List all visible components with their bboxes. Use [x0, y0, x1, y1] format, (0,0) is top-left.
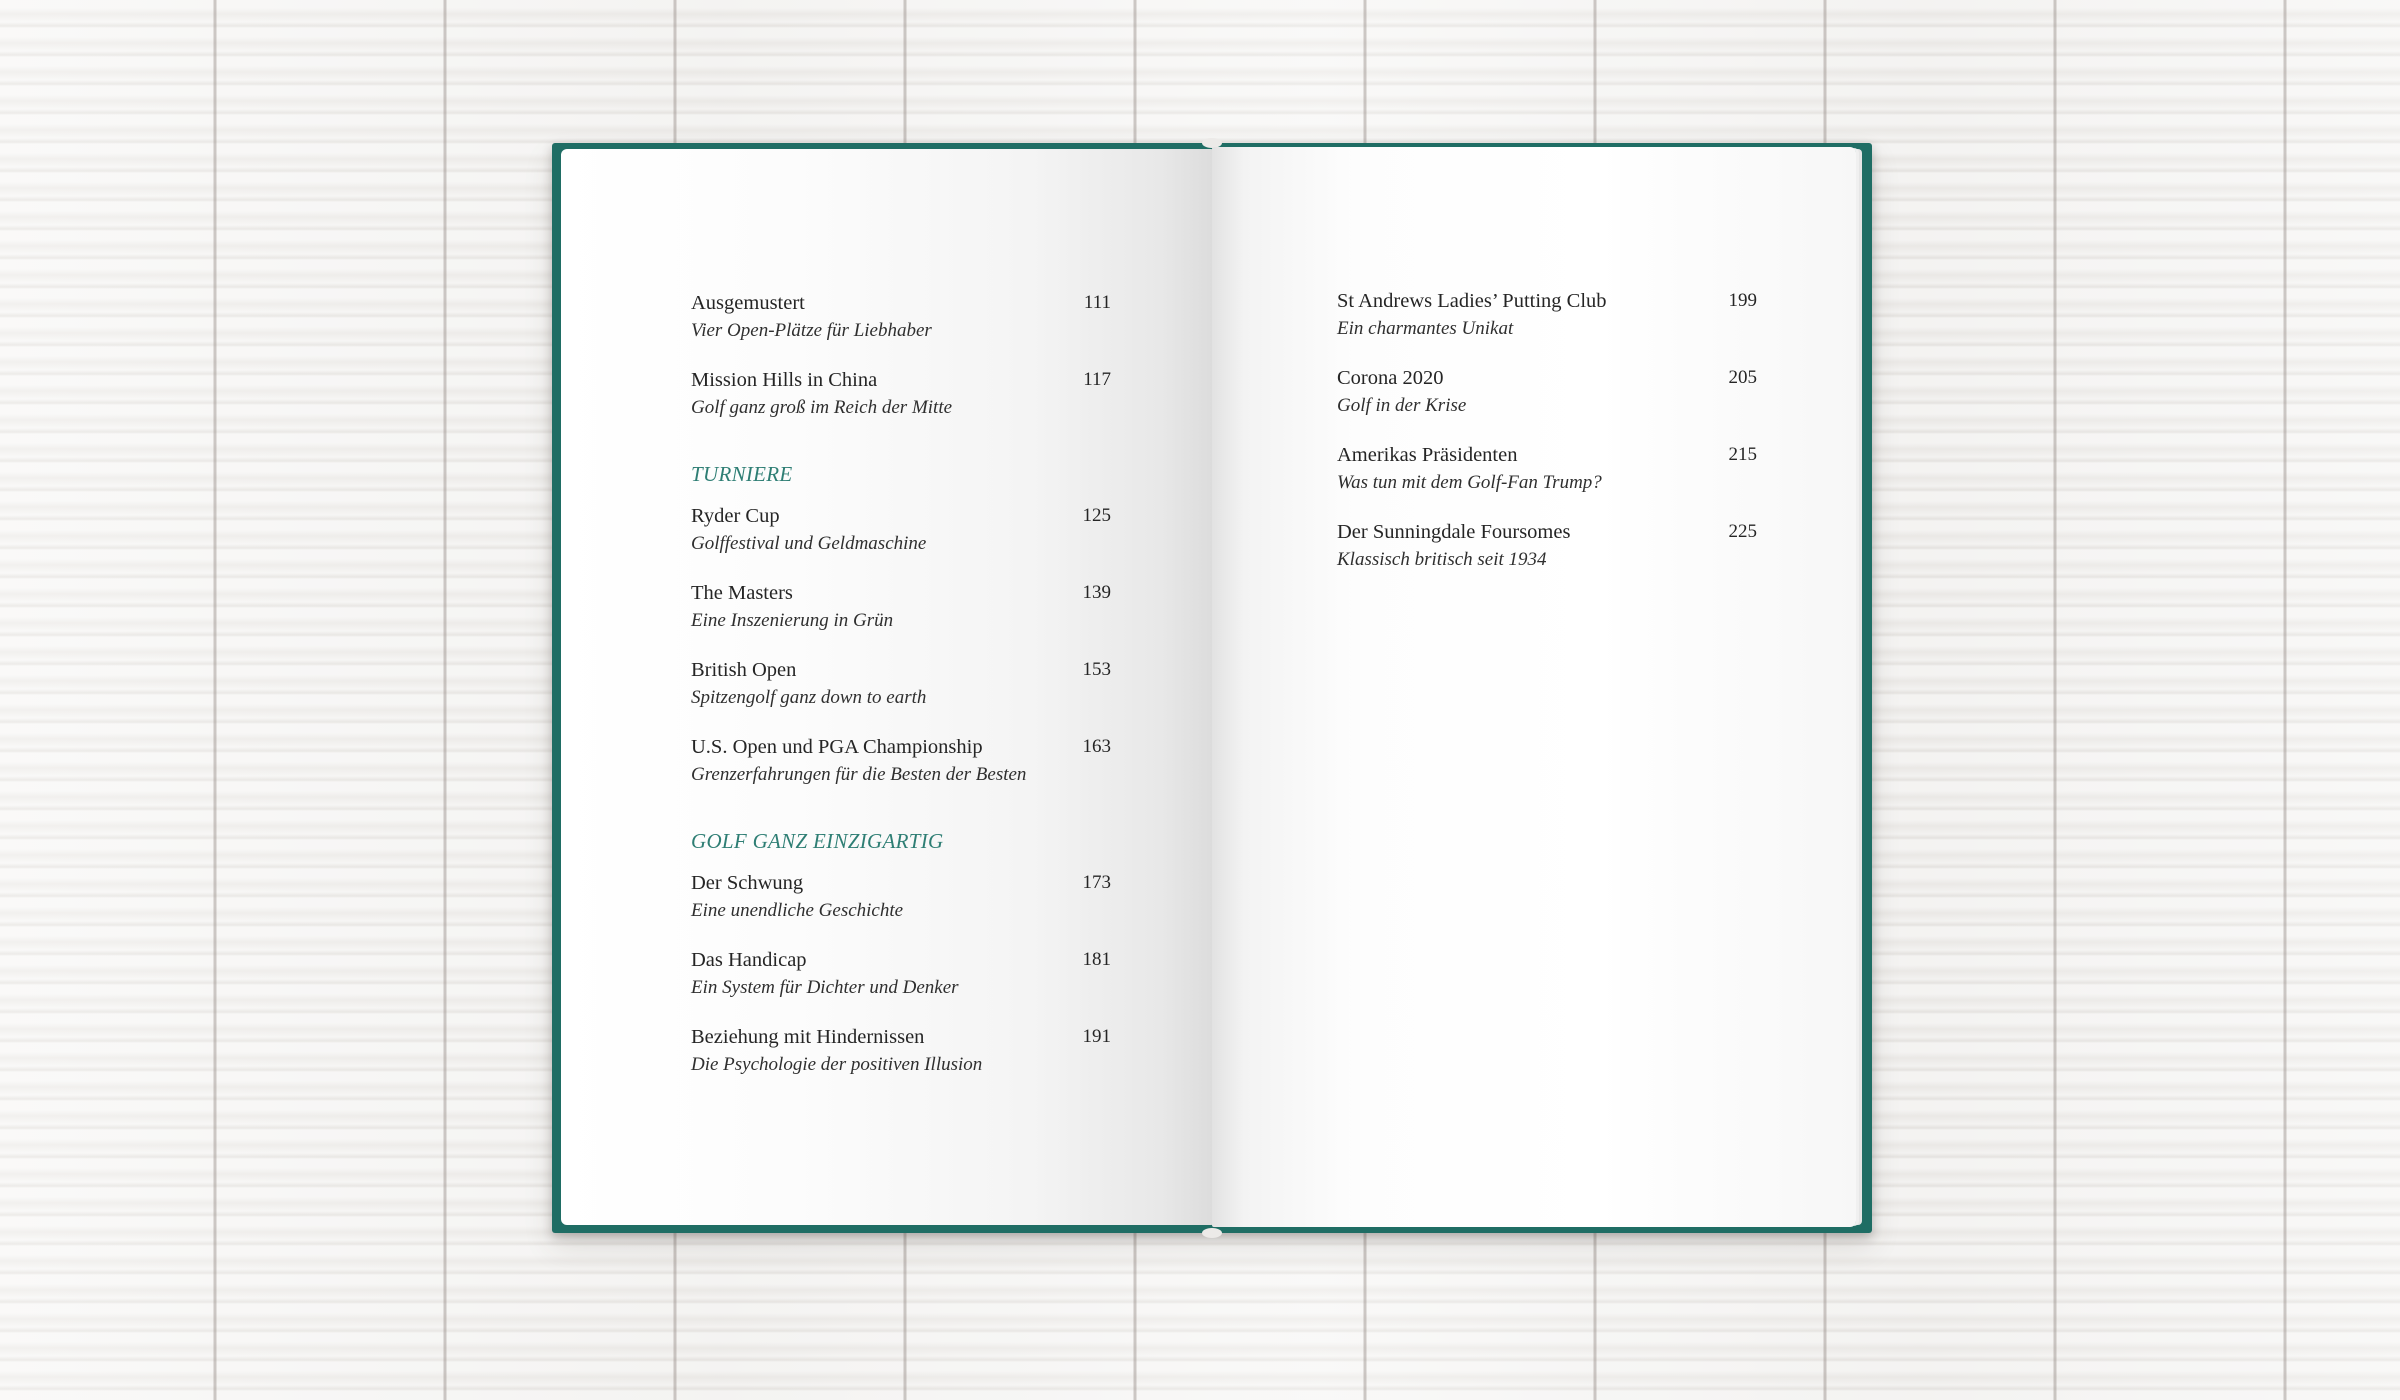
entry-subtitle: Spitzengolf ganz down to earth: [691, 687, 927, 708]
entry-subtitle: Golf in der Krise: [1337, 395, 1467, 416]
right-toc: [1337, 287, 1757, 595]
entry-page-number: 181: [1082, 949, 1111, 970]
entry-subtitle: Die Psychologie der positiven Illusion: [691, 1054, 983, 1075]
entry-title: Der Sunningdale Foursomes: [1337, 521, 1571, 543]
entry-subtitle: Eine Inszenierung in Grün: [691, 610, 894, 631]
toc-entry: [691, 656, 1111, 712]
toc-entry: [691, 1023, 1111, 1079]
entry-title: St Andrews Ladies’ Putting Club: [1337, 290, 1607, 312]
entry-title: Beziehung mit Hindernissen: [691, 1026, 925, 1048]
entry-subtitle: Ein System für Dichter und Denker: [691, 977, 959, 998]
toc-entry: [691, 366, 1111, 422]
left-toc: [691, 289, 1111, 1100]
open-book: [552, 143, 1872, 1233]
entry-title: Der Schwung: [691, 872, 804, 894]
entry-subtitle: Grenzerfahrungen für die Besten der Besten: [691, 764, 1027, 785]
entry-subtitle: Golf ganz groß im Reich der Mitte: [691, 397, 953, 418]
entry-title: Corona 2020: [1337, 367, 1444, 389]
toc-entry: [1337, 364, 1757, 420]
entry-subtitle: Golffestival und Geldmaschine: [691, 533, 927, 554]
toc-entry: [691, 869, 1111, 925]
entry-page-number: 191: [1082, 1026, 1111, 1047]
entry-subtitle: Eine unendliche Geschichte: [691, 900, 904, 921]
entry-title: British Open: [691, 659, 797, 681]
toc-entry: [1337, 441, 1757, 497]
entry-page-number: 163: [1082, 736, 1111, 757]
toc-entry: [1337, 518, 1757, 574]
toc-entry: [691, 579, 1111, 635]
entry-title: U.S. Open und PGA Championship: [691, 736, 983, 758]
entry-page-number: 125: [1082, 505, 1111, 526]
entry-page-number: 173: [1082, 872, 1111, 893]
section-heading-turniere: TURNIERE: [691, 462, 793, 486]
spine-bottom-notch: [1202, 1228, 1222, 1238]
entry-subtitle: Vier Open-Plätze für Liebhaber: [691, 320, 932, 341]
entry-title: The Masters: [691, 582, 793, 604]
entry-page-number: 199: [1728, 290, 1757, 311]
toc-entry: [691, 733, 1111, 789]
left-page: [561, 149, 1213, 1225]
entry-page-number: 225: [1728, 521, 1757, 542]
entry-subtitle: Klassisch britisch seit 1934: [1337, 549, 1547, 570]
entry-title: Amerikas Präsidenten: [1337, 444, 1518, 466]
entry-subtitle: Was tun mit dem Golf-Fan Trump?: [1337, 472, 1602, 493]
toc-entry: [691, 502, 1111, 558]
entry-page-number: 205: [1728, 367, 1757, 388]
entry-title: Das Handicap: [691, 949, 807, 971]
entry-title: Mission Hills in China: [691, 369, 878, 391]
entry-page-number: 117: [1083, 369, 1111, 390]
toc-entry: [691, 946, 1111, 1002]
entry-page-number: 111: [1083, 292, 1111, 313]
entry-title: Ausgemustert: [691, 292, 805, 314]
entry-title: Ryder Cup: [691, 505, 780, 527]
right-page: [1212, 147, 1856, 1227]
toc-entry: [1337, 287, 1757, 343]
toc-entry: [691, 289, 1111, 345]
entry-page-number: 139: [1082, 582, 1111, 603]
entry-page-number: 215: [1728, 444, 1757, 465]
entry-page-number: 153: [1082, 659, 1111, 680]
entry-subtitle: Ein charmantes Unikat: [1337, 318, 1514, 339]
section-heading-golf-ganz-einzigartig: GOLF GANZ EINZIGARTIG: [691, 829, 944, 853]
